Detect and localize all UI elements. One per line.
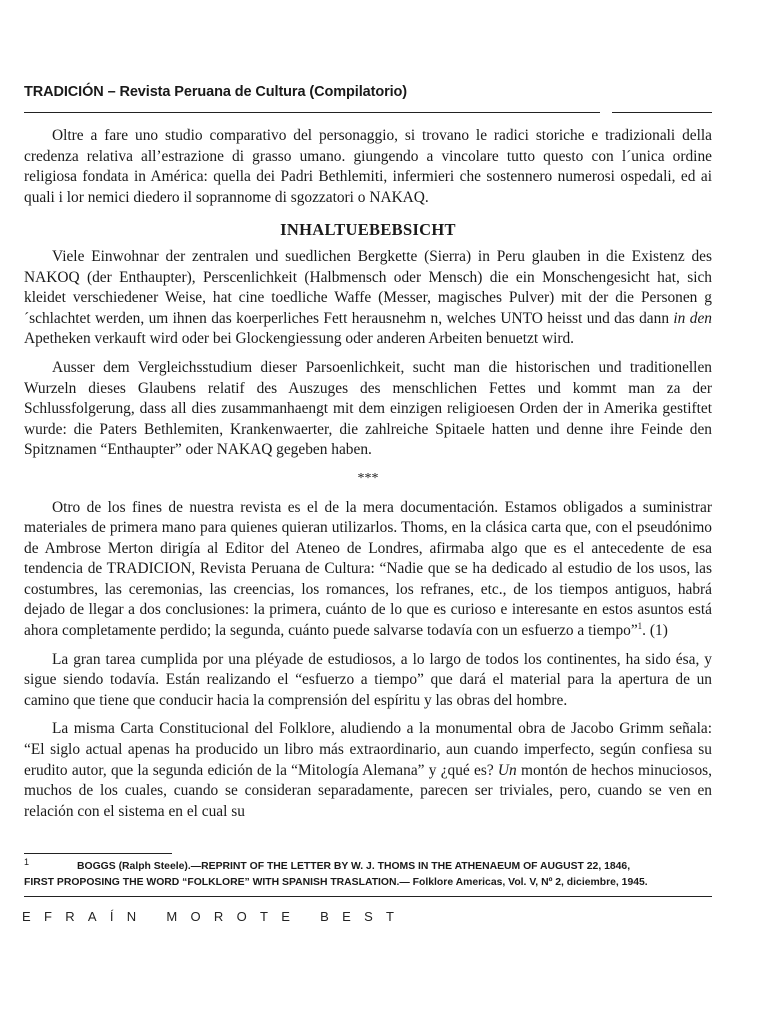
paragraph-german-1 <box>24 247 712 350</box>
paragraph-spanish-1 <box>24 498 712 642</box>
paragraph-italian: Oltre a fare uno studio comparativo del personaggio, si trovano le radici storiche e tradizionali della credenza relativa all’estrazione di grasso umano. giungendo a vincolare tutto questo con l´unica ordine religiosa fondata in América: quella dei Padri Bethlemiti, infermieri che sostennero numerosi ospedali, ed ai quali i lor nemici diedero il soprannome di sgozzatori o NAKAQ. <box>24 127 712 206</box>
paragraph-spanish-3 <box>24 719 712 822</box>
emphasis: Un <box>497 761 517 779</box>
footnote-reference: 1 <box>637 620 643 631</box>
footnote-text: BOGGS (Ralph Steele).—REPRINT OF THE LETTER BY W. J. THOMS IN THE ATHENAEUM OF AUGUST 22, 1846, <box>77 861 631 872</box>
footnote-rule <box>24 853 172 854</box>
text-run: Otro de los fines de nuestra revista es el de la mera documentación. Estamos obligados a suministrar materiales de primera mano para quienes quieran utilizarlos. Thoms, en la clásica carta que, con el pseudónimo de Ambrose Merton dirigía al Editor del Ateneo de Londres, afirmaba algo que es el antecedente de esa tendencia de TRADICION, Revista Peruana de Cultura: “Nadie que se ha dedicado al estudio de los usos, las costumbres, las ceremonias, las creencias, los romances, los refranes, etc., de los tiempos antiguos, habrá dejado de llegar a dos conclusiones: la primera, cuánto de lo que es curioso e interesante en estos asuntos está ahora completamente perdido; la segunda, cuánto puede salvarse todavía con un esfuerzo a tiempo” <box>24 498 712 640</box>
running-header: TRADICIÓN – Revista Peruana de Cultura (Compilatorio) <box>24 84 408 100</box>
footer-rule <box>24 896 712 897</box>
footnote-line-1 <box>24 858 712 875</box>
paragraph-german-2: Ausser dem Vergleichsstudium dieser Parsoenlichkeit, sucht man die historischen und traditionellen Wurzeln dieses Glaubens relatif des Auszuges des menschlichen Fettes und kommt man za der Schlussfolgerung, dass all dies zusammanhaengt mit dem einzigen religioesen Orden der in Amerika gestiftet wurde: die Paters Bethlemiten, Krankenwaerter, die zahlreiche Spitaele hatten und denne ihre Feinde den Spitznamen “Enthaupter” oder NAKAQ gegeben haben. <box>24 358 712 459</box>
text-run: Apetheken verkauft wird oder bei Glockengiessung oder anderen Arbeiten benuetzt wird. <box>24 330 575 348</box>
text-run: La misma Carta Constitucional del Folklore, aludiendo a la monumental obra de Jacobo Grimm señala: “El siglo actual apenas ha producido un libro más extraordinario, aun cuando imperfecto, según confiesa su erudito autor, que la segunda edición de la “Mitología Alemana” y ¿qué es? <box>24 720 712 779</box>
header-rule-short <box>612 112 712 113</box>
paragraph-spanish-2: La gran tarea cumplida por una pléyade de estudiosos, a lo largo de todos los continentes, ha sido ésa, y sigue siendo todavía. Están realizando el “esfuerzo a tiempo” que dará el material para la apertura de un camino que tiene que conducir hacia la comprensión del espíritu y las obras del hombre. <box>24 650 712 709</box>
text-run: . (1) <box>642 622 668 640</box>
page-body <box>24 126 712 830</box>
footnote-mark: 1 <box>24 857 30 867</box>
emphasis: in den <box>673 309 712 327</box>
header-rule <box>24 112 600 113</box>
footnote <box>24 858 712 891</box>
footnote-line-2: FIRST PROPOSING THE WORD “FOLKLORE” WITH SPANISH TRASLATION.— Folklore Americas, Vol. V, Nº 2, diciembre, 1945. <box>24 877 648 888</box>
text-run: montón de hechos minuciosos, muchos de los cuales, cuando se consideran separadamente, parecen ser triviales, pero, cuando se ven en relación con el sistema en el cual su <box>24 761 712 820</box>
section-separator: *** <box>357 470 379 486</box>
section-heading: INHALTUEBEBSICHT <box>280 220 456 240</box>
running-footer-author: EFRAÍN MOROTE BEST <box>22 909 408 924</box>
text-run: Viele Einwohnar der zentralen und suedlichen Bergkette (Sierra) in Peru glauben in die Existenz des NAKOQ (der Enthaupter), Perscenlichkeit (Halbmensch oder Mensch) die ein Monschengesicht hat, sich kleidet verschiedener Weise, hat cine toedliche Waffe (Messer, magisches Pulver) mit der die Personen g´schlachtet werden, um ihnen das koerperliches Fett herausnehm n, welches UNTO heisst und das dann <box>24 247 712 327</box>
